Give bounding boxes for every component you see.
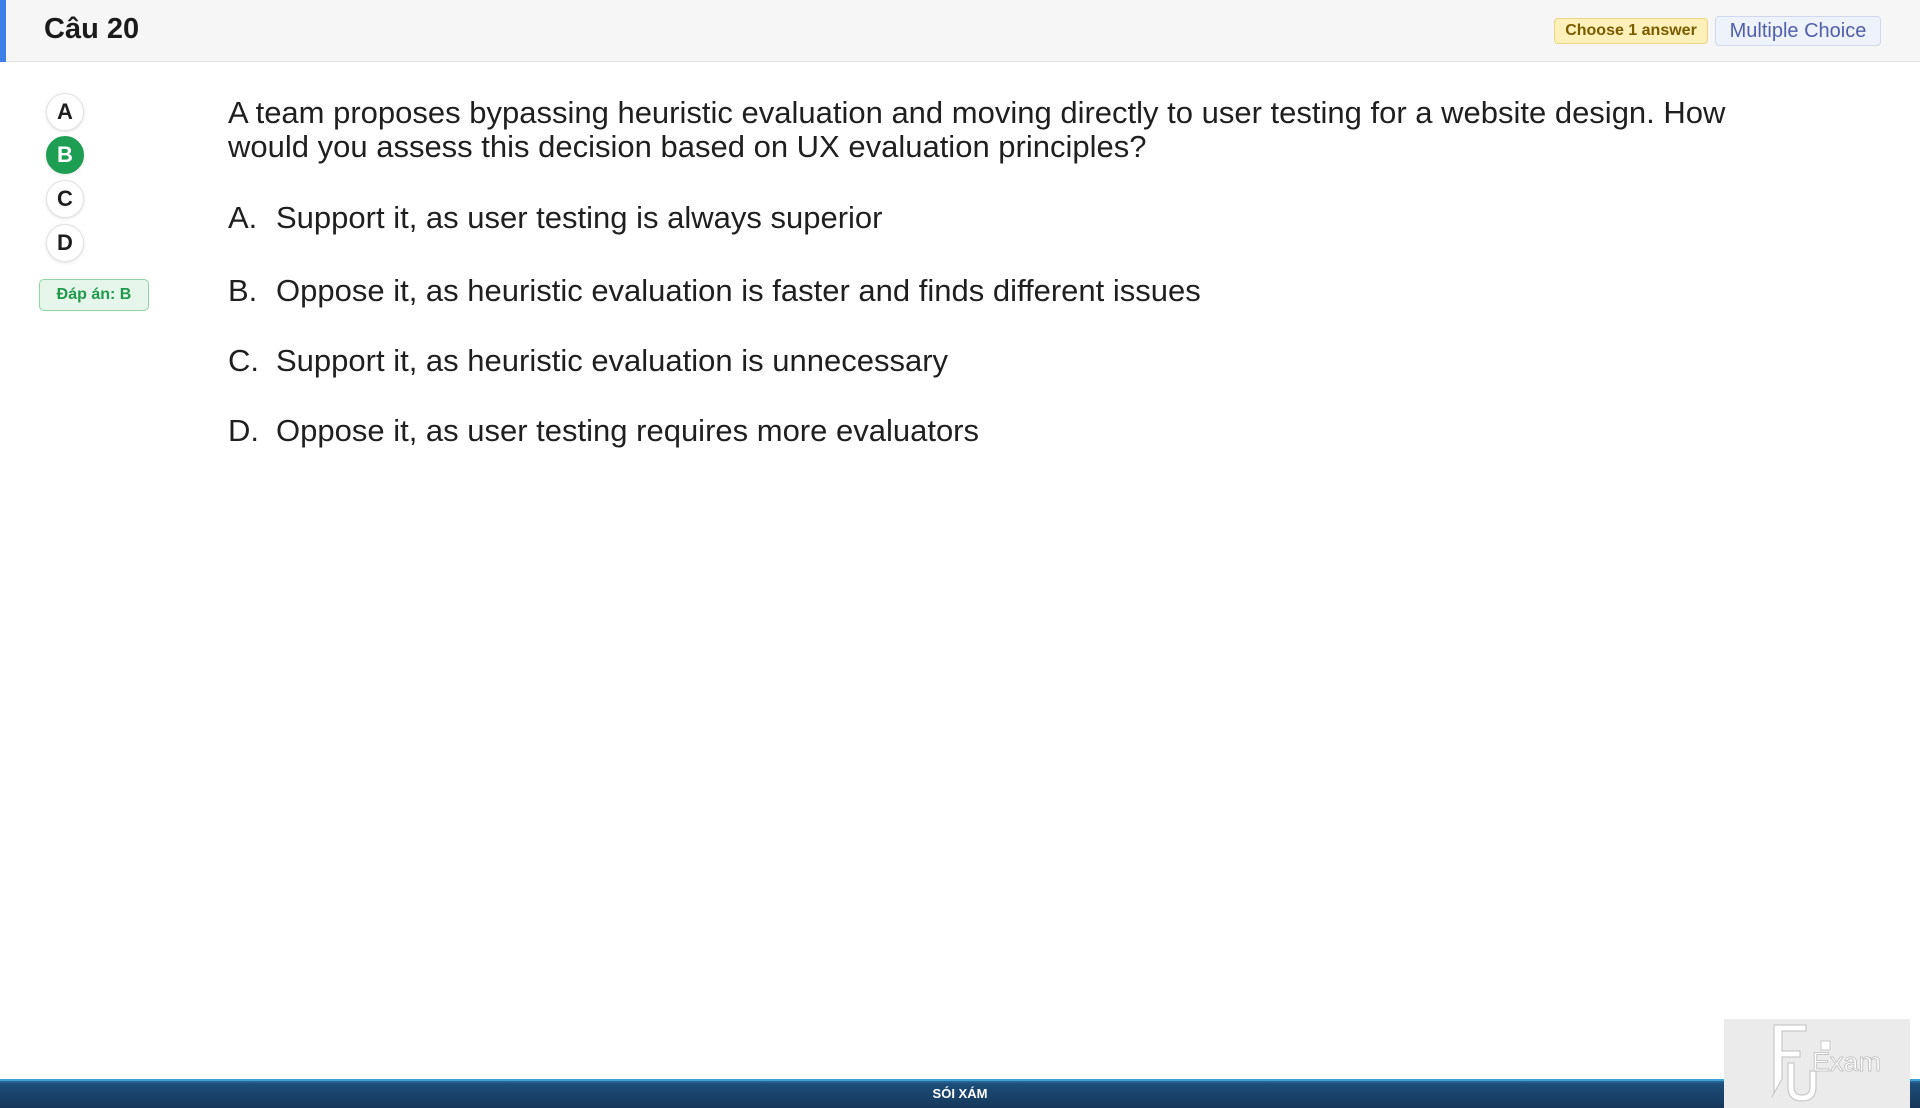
option-letter: A. (228, 200, 258, 235)
logo-text: Exam (1812, 1047, 1882, 1077)
option-row-b[interactable] (228, 272, 1628, 310)
fu-exam-logo (1724, 1019, 1910, 1108)
question-number-title: Câu 20 (44, 13, 140, 45)
question-text: A team proposes bypassing heuristic evaluation and moving directly to user testing for a website design. How would you assess this decision based on UX evaluation principles? (228, 95, 1726, 164)
option-text: Support it, as heuristic evaluation is unnecessary (276, 343, 949, 378)
option-letter: D. (228, 413, 259, 448)
option-row-c[interactable] (228, 342, 1628, 380)
option-text: Oppose it, as heuristic evaluation is faster and finds different issues (276, 273, 1201, 308)
footer-label: SÓI XÁM (932, 1086, 988, 1101)
header-accent-bar (0, 0, 6, 62)
option-text: Support it, as user testing is always superior (276, 200, 883, 235)
choose-one-answer-badge: Choose 1 answer (1554, 18, 1708, 44)
answer-option-c-button[interactable]: C (46, 180, 84, 218)
option-row-a[interactable] (228, 199, 1628, 237)
fu-exam-logo-icon (1724, 1019, 1910, 1108)
correct-answer-badge: Đáp án: B (39, 279, 149, 311)
option-row-d[interactable] (228, 412, 1628, 450)
question-header (0, 0, 1920, 62)
answer-option-d-button[interactable]: D (46, 224, 84, 262)
question-type-badge: Multiple Choice (1715, 16, 1881, 46)
answer-option-a-button[interactable]: A (46, 93, 84, 131)
option-letter: C. (228, 343, 259, 378)
footer-bar (0, 1079, 1920, 1108)
option-text: Oppose it, as user testing requires more evaluators (276, 413, 980, 448)
answer-option-b-button[interactable]: B (46, 136, 84, 174)
option-letter: B. (228, 273, 258, 308)
